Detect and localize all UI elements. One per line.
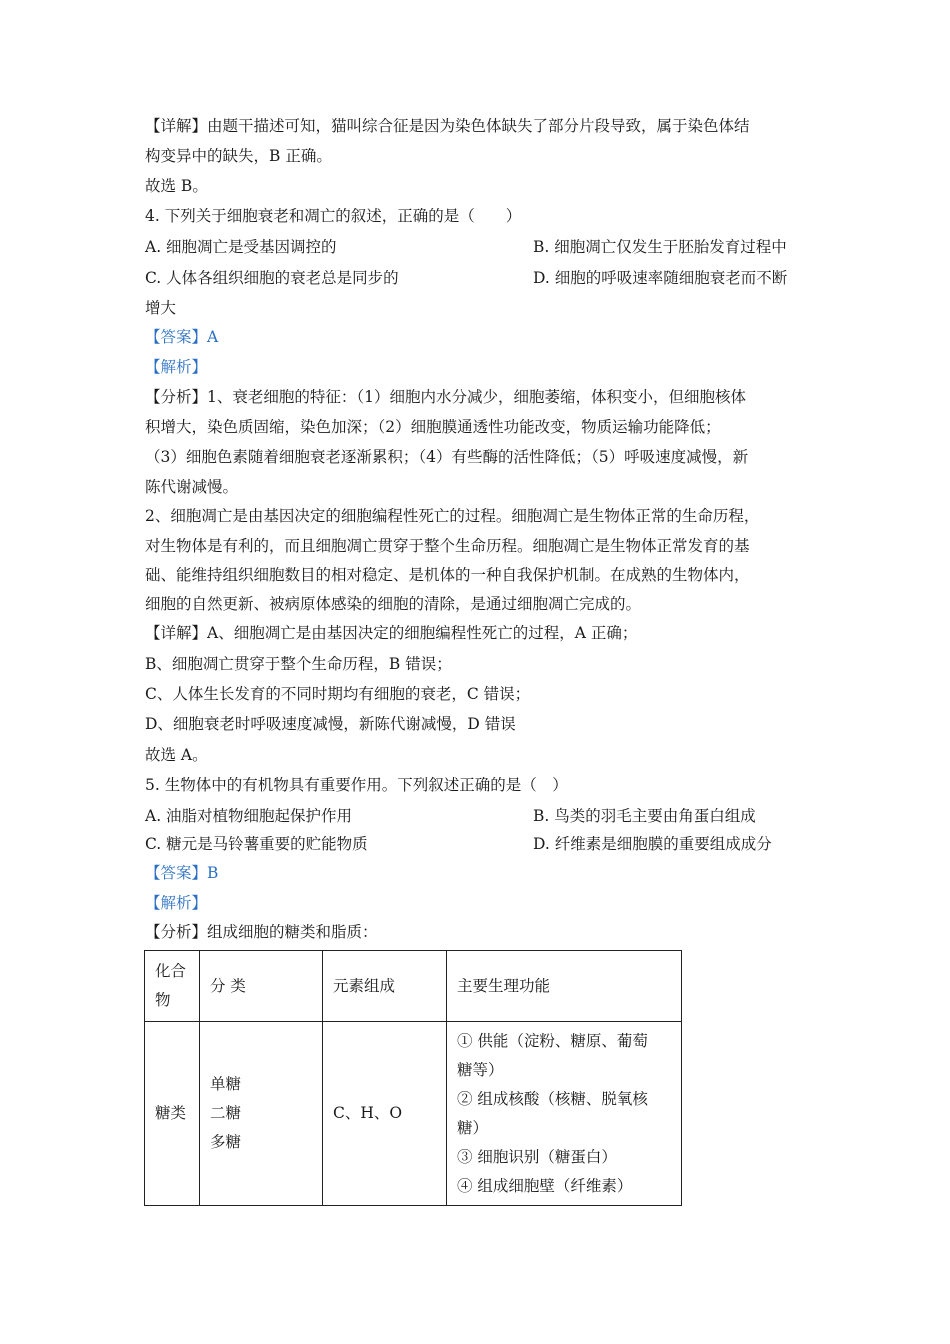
q4-option-d-cont: 增大 [145,299,177,317]
row-compound: 糖类 [145,1022,200,1206]
text-line: 故选 A。 [145,746,208,764]
row-category [200,1022,323,1206]
text-line: 构变异中的缺失，B 正确。 [145,147,332,165]
analysis-label: 【解析】 [145,894,208,912]
text-line: 对生物体是有利的，而且细胞凋亡贯穿于整个生命历程。细胞凋亡是生物体正常发育的基 [145,537,750,555]
category-item: 多糖 [210,1133,242,1151]
text-line: 【详解】由题干描述可知，猫叫综合征是因为染色体缺失了部分片段导致，属于染色体结 [145,117,750,135]
q4-option-d: D. 细胞的呼吸速率随细胞衰老而不断 [533,269,788,287]
header-compound-line1: 化合 [155,962,187,980]
text-line: 础、能维持组织细胞数目的相对稳定、是机体的一种自我保护机制。在成熟的生物体内， [145,566,750,584]
q5-option-b: B. 鸟类的羽毛主要由角蛋白组成 [533,807,756,825]
text-line: 积增大，染色质固缩，染色加深；（2）细胞膜通透性功能改变，物质运输功能降低； [145,418,721,436]
text-line: （3）细胞色素随着细胞衰老逐渐累积；（4）有些酶的活性降低；（5）呼吸速度减慢，新 [145,448,749,466]
header-category: 分 类 [200,951,323,1022]
header-compound [145,951,200,1022]
q5-option-d: D. 纤维素是细胞膜的重要组成成分 [533,835,772,853]
text-line: 【详解】A、细胞凋亡是由基因决定的细胞编程性死亡的过程，A 正确； [145,624,638,642]
analysis-label: 【解析】 [145,358,208,376]
header-function: 主要生理功能 [447,951,682,1022]
text-line: 细胞的自然更新、被病原体感染的细胞的清除，是通过细胞凋亡完成的。 [145,595,642,613]
text-line: 【分析】1、衰老细胞的特征：（1）细胞内水分减少，细胞萎缩，体积变小，但细胞核体 [145,388,746,406]
row-elements: C、H、O [323,1022,447,1206]
function-line: 糖等） [457,1060,504,1079]
q4-option-c: C. 人体各组织细胞的衰老总是同步的 [145,269,399,287]
function-line: ① 供能（淀粉、糖原、葡萄 [457,1031,648,1050]
answer-label: 【答案】A [145,328,219,346]
text-line: D、细胞衰老时呼吸速度减慢，新陈代谢减慢，D 错误 [145,715,516,733]
category-item: 单糖 [210,1075,242,1093]
table-row [145,1022,682,1206]
question-5: 5. 生物体中的有机物具有重要作用。下列叙述正确的是（ ） [145,776,568,794]
q5-option-c: C. 糖元是马铃薯重要的贮能物质 [145,835,368,853]
q4-option-a: A. 细胞凋亡是受基因调控的 [145,238,337,256]
text-line: B、细胞凋亡贯穿于整个生命历程，B 错误； [145,655,452,673]
header-compound-line2: 物 [155,991,171,1009]
sugar-lipid-table [144,950,682,1206]
q5-option-a: A. 油脂对植物细胞起保护作用 [145,807,353,825]
function-line: ② 组成核酸（核糖、脱氧核 [457,1089,648,1108]
row-function [447,1022,682,1206]
header-elements: 元素组成 [323,951,447,1022]
text-line: 2、细胞凋亡是由基因决定的细胞编程性死亡的过程。细胞凋亡是生物体正常的生命历程， [145,507,760,525]
category-item: 二糖 [210,1104,242,1122]
answer-label: 【答案】B [145,864,219,882]
text-line: C、人体生长发育的不同时期均有细胞的衰老，C 错误； [145,685,531,703]
text-line: 陈代谢减慢。 [145,478,239,496]
question-4: 4. 下列关于细胞衰老和凋亡的叙述，正确的是（ ） [145,207,522,225]
function-line: ③ 细胞识别（糖蛋白） [457,1147,617,1166]
table-header-row [145,951,682,1022]
function-line: ④ 组成细胞壁（纤维素） [457,1176,633,1195]
function-line: 糖） [457,1118,489,1137]
text-line: 【分析】组成细胞的糖类和脂质： [145,923,378,941]
q4-option-b: B. 细胞凋亡仅发生于胚胎发育过程中 [533,238,787,256]
text-line: 故选 B。 [145,177,208,195]
